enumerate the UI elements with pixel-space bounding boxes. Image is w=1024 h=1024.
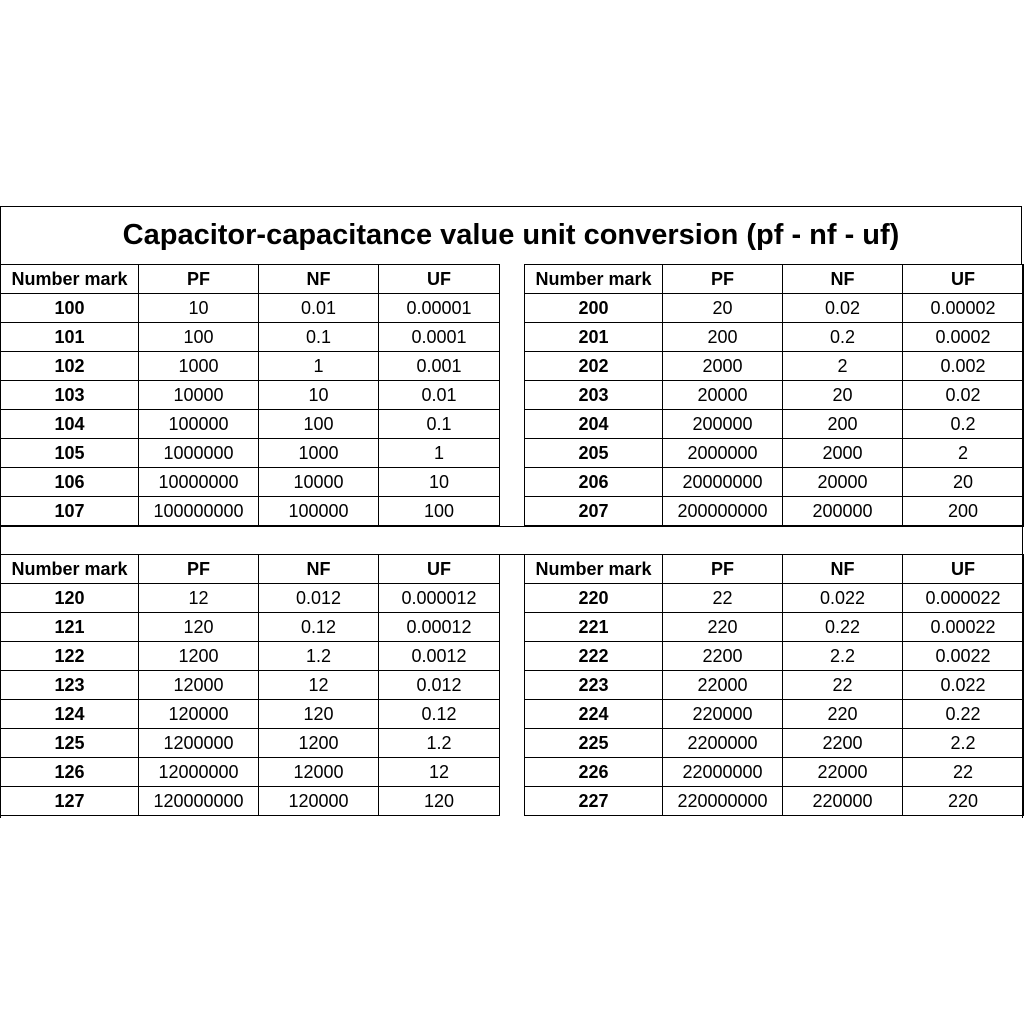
column-header: PF [663, 555, 783, 584]
value-cell: 2 [903, 439, 1024, 468]
header-row [525, 555, 1024, 584]
value-cell: 10 [379, 468, 500, 497]
value-cell: 22 [903, 758, 1024, 787]
value-cell: 100000000 [139, 497, 259, 526]
value-cell: 0.22 [903, 700, 1024, 729]
number-mark-cell: 201 [525, 323, 663, 352]
value-cell: 1200000 [139, 729, 259, 758]
value-cell: 22000000 [663, 758, 783, 787]
value-cell: 200000 [663, 410, 783, 439]
value-cell: 220000 [783, 787, 903, 816]
table-row [525, 381, 1024, 410]
value-cell: 20 [783, 381, 903, 410]
value-cell: 2000 [663, 352, 783, 381]
table-row [525, 642, 1024, 671]
value-cell: 0.02 [783, 294, 903, 323]
number-mark-cell: 107 [1, 497, 139, 526]
value-cell: 1.2 [379, 729, 500, 758]
table-row [1, 613, 500, 642]
value-cell: 120000 [139, 700, 259, 729]
conversion-sheet [0, 206, 1024, 818]
value-cell: 200000 [783, 497, 903, 526]
number-mark-cell: 204 [525, 410, 663, 439]
table-row [525, 352, 1024, 381]
table-row [525, 700, 1024, 729]
number-mark-cell: 126 [1, 758, 139, 787]
number-mark-cell: 102 [1, 352, 139, 381]
value-cell: 10 [139, 294, 259, 323]
value-cell: 0.0012 [379, 642, 500, 671]
value-cell: 200 [903, 497, 1024, 526]
value-cell: 12000 [259, 758, 379, 787]
column-header: Number mark [1, 555, 139, 584]
table-row [1, 729, 500, 758]
table-row [525, 671, 1024, 700]
column-header: PF [139, 265, 259, 294]
table-row [525, 787, 1024, 816]
value-cell: 0.000012 [379, 584, 500, 613]
value-cell: 100 [139, 323, 259, 352]
value-cell: 1 [379, 439, 500, 468]
value-cell: 0.000022 [903, 584, 1024, 613]
table-row [525, 468, 1024, 497]
number-mark-cell: 106 [1, 468, 139, 497]
number-mark-cell: 121 [1, 613, 139, 642]
header-row [525, 265, 1024, 294]
table-100-series [0, 264, 500, 526]
column-header: NF [259, 265, 379, 294]
value-cell: 12000000 [139, 758, 259, 787]
number-mark-cell: 226 [525, 758, 663, 787]
table-row [525, 729, 1024, 758]
value-cell: 10000 [259, 468, 379, 497]
column-header: UF [903, 555, 1024, 584]
column-header: NF [259, 555, 379, 584]
number-mark-cell: 207 [525, 497, 663, 526]
number-mark-cell: 200 [525, 294, 663, 323]
number-mark-cell: 101 [1, 323, 139, 352]
table-row [1, 294, 500, 323]
number-mark-cell: 220 [525, 584, 663, 613]
value-cell: 0.00001 [379, 294, 500, 323]
number-mark-cell: 103 [1, 381, 139, 410]
value-cell: 20000 [783, 468, 903, 497]
value-cell: 0.12 [259, 613, 379, 642]
value-cell: 1000000 [139, 439, 259, 468]
table-row [525, 294, 1024, 323]
value-cell: 120 [139, 613, 259, 642]
value-cell: 12 [259, 671, 379, 700]
number-mark-cell: 120 [1, 584, 139, 613]
number-mark-cell: 202 [525, 352, 663, 381]
number-mark-cell: 100 [1, 294, 139, 323]
value-cell: 12 [379, 758, 500, 787]
value-cell: 0.002 [903, 352, 1024, 381]
value-cell: 1000 [259, 439, 379, 468]
value-cell: 12 [139, 584, 259, 613]
value-cell: 200000000 [663, 497, 783, 526]
value-cell: 20 [663, 294, 783, 323]
value-cell: 22 [783, 671, 903, 700]
value-cell: 0.1 [379, 410, 500, 439]
value-cell: 0.00012 [379, 613, 500, 642]
value-cell: 2000000 [663, 439, 783, 468]
value-cell: 22000 [783, 758, 903, 787]
column-header: PF [663, 265, 783, 294]
number-mark-cell: 105 [1, 439, 139, 468]
column-header: PF [139, 555, 259, 584]
value-cell: 220 [783, 700, 903, 729]
number-mark-cell: 205 [525, 439, 663, 468]
value-cell: 12000 [139, 671, 259, 700]
number-mark-cell: 125 [1, 729, 139, 758]
number-mark-cell: 227 [525, 787, 663, 816]
value-cell: 0.1 [259, 323, 379, 352]
value-cell: 200 [663, 323, 783, 352]
number-mark-cell: 206 [525, 468, 663, 497]
table-row [1, 671, 500, 700]
table-row [1, 468, 500, 497]
value-cell: 0.2 [903, 410, 1024, 439]
number-mark-cell: 223 [525, 671, 663, 700]
value-cell: 0.01 [259, 294, 379, 323]
page-title: Capacitor-capacitance value unit conversion (pf - nf - uf) [0, 206, 1022, 264]
value-cell: 22 [663, 584, 783, 613]
value-cell: 120 [259, 700, 379, 729]
value-cell: 120 [379, 787, 500, 816]
number-mark-cell: 127 [1, 787, 139, 816]
table-200-series [524, 264, 1024, 526]
value-cell: 0.012 [379, 671, 500, 700]
table-row [1, 787, 500, 816]
value-cell: 1 [259, 352, 379, 381]
table-row [525, 758, 1024, 787]
column-header: NF [783, 265, 903, 294]
value-cell: 2200000 [663, 729, 783, 758]
value-cell: 10000000 [139, 468, 259, 497]
value-cell: 10 [259, 381, 379, 410]
column-header: UF [903, 265, 1024, 294]
value-cell: 20 [903, 468, 1024, 497]
value-cell: 0.012 [259, 584, 379, 613]
header-row [1, 555, 500, 584]
value-cell: 2200 [663, 642, 783, 671]
value-cell: 20000 [663, 381, 783, 410]
number-mark-cell: 225 [525, 729, 663, 758]
number-mark-cell: 123 [1, 671, 139, 700]
number-mark-cell: 124 [1, 700, 139, 729]
table-row [1, 700, 500, 729]
value-cell: 2 [783, 352, 903, 381]
column-header: Number mark [525, 265, 663, 294]
value-cell: 10000 [139, 381, 259, 410]
value-cell: 20000000 [663, 468, 783, 497]
table-row [525, 410, 1024, 439]
value-cell: 0.00022 [903, 613, 1024, 642]
table-row [525, 439, 1024, 468]
value-cell: 0.022 [903, 671, 1024, 700]
value-cell: 100 [259, 410, 379, 439]
number-mark-cell: 221 [525, 613, 663, 642]
column-header: Number mark [525, 555, 663, 584]
number-mark-cell: 224 [525, 700, 663, 729]
number-mark-cell: 222 [525, 642, 663, 671]
table-row [1, 381, 500, 410]
value-cell: 0.0022 [903, 642, 1024, 671]
value-cell: 0.0002 [903, 323, 1024, 352]
value-cell: 1200 [259, 729, 379, 758]
value-cell: 1200 [139, 642, 259, 671]
value-cell: 100000 [139, 410, 259, 439]
value-cell: 120000000 [139, 787, 259, 816]
value-cell: 0.001 [379, 352, 500, 381]
value-cell: 2200 [783, 729, 903, 758]
value-cell: 0.00002 [903, 294, 1024, 323]
value-cell: 0.12 [379, 700, 500, 729]
value-cell: 220000 [663, 700, 783, 729]
number-mark-cell: 203 [525, 381, 663, 410]
block-divider-top [1, 526, 1024, 527]
value-cell: 100 [379, 497, 500, 526]
column-header: UF [379, 555, 500, 584]
value-cell: 22000 [663, 671, 783, 700]
value-cell: 2.2 [783, 642, 903, 671]
value-cell: 220 [663, 613, 783, 642]
value-cell: 0.22 [783, 613, 903, 642]
number-mark-cell: 122 [1, 642, 139, 671]
table-row [1, 497, 500, 526]
table-row [525, 323, 1024, 352]
table-row [525, 613, 1024, 642]
value-cell: 100000 [259, 497, 379, 526]
value-cell: 0.2 [783, 323, 903, 352]
value-cell: 0.022 [783, 584, 903, 613]
table-row [525, 497, 1024, 526]
value-cell: 120000 [259, 787, 379, 816]
column-header: Number mark [1, 265, 139, 294]
table-120-series [0, 554, 500, 816]
value-cell: 0.02 [903, 381, 1024, 410]
table-row [525, 584, 1024, 613]
value-cell: 220000000 [663, 787, 783, 816]
table-row [1, 439, 500, 468]
number-mark-cell: 104 [1, 410, 139, 439]
value-cell: 200 [783, 410, 903, 439]
table-220-series [524, 554, 1024, 816]
table-row [1, 352, 500, 381]
table-row [1, 410, 500, 439]
value-cell: 1000 [139, 352, 259, 381]
value-cell: 0.0001 [379, 323, 500, 352]
value-cell: 1.2 [259, 642, 379, 671]
table-row [1, 642, 500, 671]
column-header: UF [379, 265, 500, 294]
value-cell: 0.01 [379, 381, 500, 410]
table-row [1, 323, 500, 352]
table-row [1, 758, 500, 787]
header-row [1, 265, 500, 294]
column-header: NF [783, 555, 903, 584]
value-cell: 2000 [783, 439, 903, 468]
value-cell: 220 [903, 787, 1024, 816]
table-row [1, 584, 500, 613]
value-cell: 2.2 [903, 729, 1024, 758]
